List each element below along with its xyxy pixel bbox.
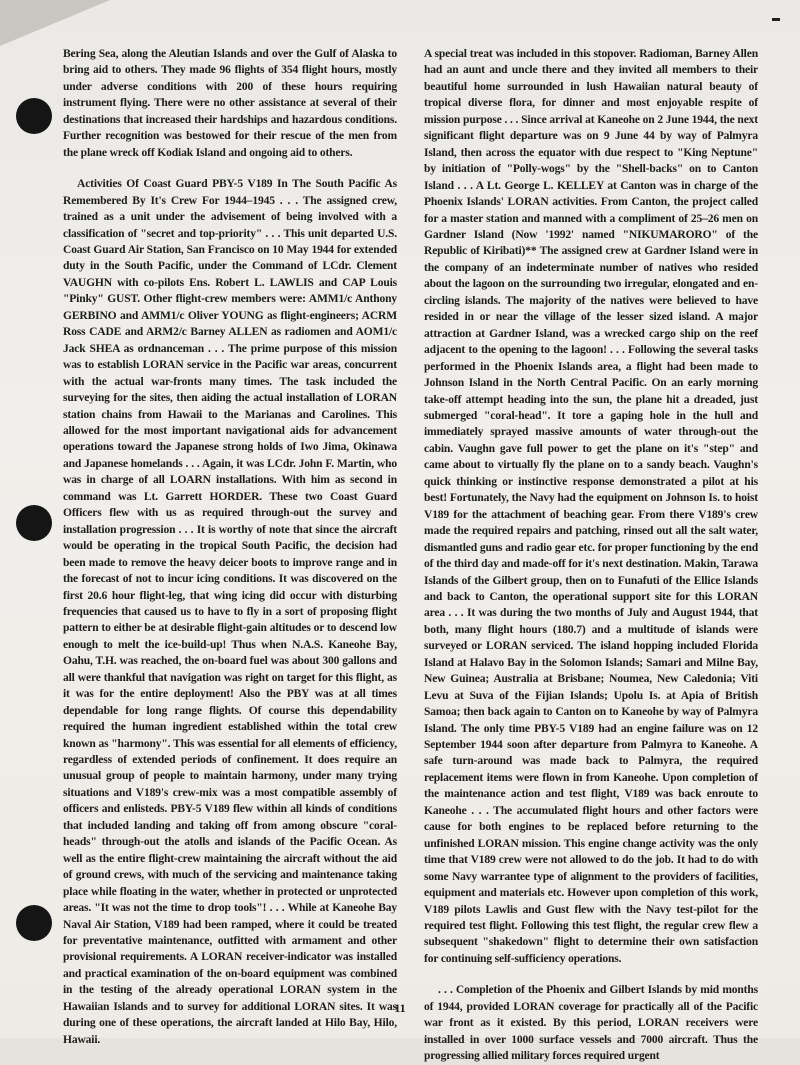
right-column <box>424 46 758 1065</box>
right-paragraph-1: A special treat was included in this stopover. Radioman, Barney Allen had an aunt and uncle there and they invited all members to their beautiful home surrounded in lush Hawaiian natural beauty of tropical diverse flora, for dinner and most enjoyable respite of mission purpose . . . Since arrival at Kaneohe on 2 June 1944, the next significant flight departure was on 9 June 44 by way of Palmyra Island, then across the equator with due respect to "King Neptune" by initiation of "Polly-wogs" by the "Shell-backs" on to Canton Island . . . A Lt. George L. KELLEY at Canton was in charge of the Phoenix Islands' LORAN activities. From Canton, the project called for a master station and manned with a compliment of 25–26 men on Gardner Island (Now '1992' named "NIKUMARORO" of the Republic of Kiribati)** The assigned crew at Gardner Island were in the company of an indeterminate number of natives who resided about the lagoon on the surrounding two irregular, elongated and en-circling islands. The majority of the natives were believed to have resided in or near the village of the lesser sized island. A major attraction at Gardner Island, was a wrecked cargo ship on the reef adjacent to the opening to the lagoon! . . . Following the several tasks performed in the Phoenix Islands area, a flight had been made to Johnson Island in the North Central Pacific. On an early morning take-off attempt heading into the sun, the plane hit a dreaded, just submerged "coral-head". It tore a gaping hole in the hull and immediately sprayed massive amounts of water through-out the cabin. Vaughn gave full power to get the plane on it's "step" and came about to virtually fly the plane on to a sandy beach. Vaughn's quick thinking or instinctive response demonstrated a pilot at his best! Fortunately, the Navy had the equipment on Johnson Is. to hoist V189 for the attachment of beaching gear. From there V189's crew made the required repairs and patching, rinsed out all the salt water, dismantled guns and radio gear etc. for proper functioning by the end of the third day and made-off for it's next destination. Makin, Tarawa Islands of the Gilbert group, then on to Funafuti of the Ellice Islands and back to Canton, the operational support site for this LORAN area . . . It was during the two months of July and August 1944, that both, many flight hours (180.7) and a multitude of islands were surveyed or LORAN serviced. The island hopping included Florida Island at Halavo Bay in the Solomon Islands; Samari and Milne Bay, New Guinea; Australia at Brisbane; Noumea, New Caledonia; Viti Levu at Suva of the Fijian Islands; Upolu Is. at Apia of British Samoa; then back again to Canton on to Kaneohe by way of Palmyra Island. The only time PBY-5 V189 had an engine failure was on 12 September 1944 soon after departure from Palmyra to Kaneohe. A safe turn-around was made back to Palmyra, the required replacement items were flown in from Kaneohe. Upon completion of the maintenance action and test flight, V189 was back enroute to Kaneohe . . . The accumulated flight hours and other factors were cause for both engines to be replaced before returning to the unfinished LORAN mission. This engine change activity was the only time that V189 crew were not allowed to do the job. It had to do with some Navy warrantee type of alignment to the providers of facilities, equipment and materials etc. However upon completion of this work, V189 pilots Lawlis and Gust flew with the Navy test-pilot for the required test flight. Following this test flight, the regular crew flew a subsequent "shakedown" flight to determine their own satisfaction for continuing self-sufficiency operations. <box>424 48 758 965</box>
folded-corner <box>0 0 110 46</box>
punch-hole-bottom <box>16 905 52 941</box>
right-paragraph-2: . . . Completion of the Phoenix and Gilbert Islands by mid months of 1944, provided LORAN coverage for practically all of the Pacific war front as it existed. By this period, LORAN receivers were installed in over 1000 surface vessels and 7000 aircraft. Thus the progressing allied military forces required urgent <box>424 984 758 1063</box>
scan-mark <box>772 18 780 21</box>
page-number: 11 <box>394 1001 406 1015</box>
punch-hole-middle <box>16 505 52 541</box>
left-column <box>63 46 397 1048</box>
punch-hole-top <box>16 98 52 134</box>
left-paragraph-2: Activities Of Coast Guard PBY-5 V189 In The South Pacific As Remembered By It's Crew For 1944–1945 . . . The assigned crew, trained as a unit under the advisement of being involved with a classification of "secret and top-priority" . . . This unit departed U.S. Coast Guard Air Station, San Francisco on 10 May 1944 for extended duty in the South Pacific, under the Command of LCdr. Clement VAUGHN with co-pilots Ens. Robert L. LAWLIS and CAP Louis "Pinky" GUST. Other flight-crew members were: AMM1/c Anthony GERBINO and AMM1/c Oliver YOUNG as flight-engineers; ACRM Ross CADE and ARM2/c Barney ALLEN as radiomen and AOM1/c Jack SHEA as ordnanceman . . . The prime purpose of this mission was to establish LORAN service in the Pacific war areas, concurrent with the actual war-fronts many times. The task included the surveying for the sites, then aiding the actual installation of LORAN station chains from Hawaii to the Marianas and Carolines. This allowed for the most important navigational aids for advancement operations toward the Japanese strong holds of Iwo Jima, Okinawa and Japanese homelands . . . Again, it was LCdr. John F. Martin, who was in charge of all LOARN installations. With him as second in command was Lt. Garrett HORDER. These two Coast Guard Officers flew with us as required through-out the survey and installation progression . . . It is worthy of note that since the aircraft would be operating in the tropical South Pacific, the decision had been made to remove the heavy deicer boots to improve range and in the forecast of not to incur icing conditions. It was discovered on the first 20.6 hour flight-leg, that wing icing did occur with disturbing frequencies that caused us to have to fly in a sort of proposing flight pattern to either be at desirable flight-gain altitudes or to descend low enough to melt the ice-build-up! Thus when N.A.S. Kaneohe Bay, Oahu, T.H. was reached, the on-board fuel was about 300 gallons and all were thankful that navigation was right on target for this flight, as it was for the entire deployment! Also the PBY was at all times dependable for long range flights. Of course this dependability required the human ingredient established within the total crew known as "harmony". This was essential for all elements of efficiency, regardless of extended periods of confinement. It does require an unusual group of people to maintain harmony, under many trying situations and V189's crew-mix was a most compatible assembly of officers and enlisteds. PBY-5 V189 flew within all kinds of conditions that included landing and taking off from among obscure "coral-heads" through-out the atolls and islands of the Pacific Ocean. As well as the entire flight-crew maintaining the aircraft without the aid of ground crews, with much of the servicing and maintenance taking place while floating in the water, whether in protected or unprotected areas. "It was not the time to drop tools"! . . . While at Kaneohe Bay Naval Air Station, V189 had been ramped, where it could be treated for preventative maintenance, outfitted with armament and other provisional requirements. A LORAN receiver-indicator was installed and practical examination of the on-board equipment was combined in the testing of the already operational LORAN system in the Hawaiian Islands and to survey for additional LORAN sites. It was during one of these operations, the aircraft landed at Hilo Bay, Hilo, Hawaii. <box>63 178 397 1046</box>
left-paragraph-1: Bering Sea, along the Aleutian Islands and over the Gulf of Alaska to bring aid to others. They made 96 flights of 354 flight hours, mostly under adverse conditions with 200 of these hours requiring instrument flying. There were no other assistance at several of their destinations that increased their hardships and hazardous conditions. Further recognition was bestowed for their rescue of the men from the plane wreck off Kodiak Island and ongoing aid to others. <box>63 48 397 159</box>
